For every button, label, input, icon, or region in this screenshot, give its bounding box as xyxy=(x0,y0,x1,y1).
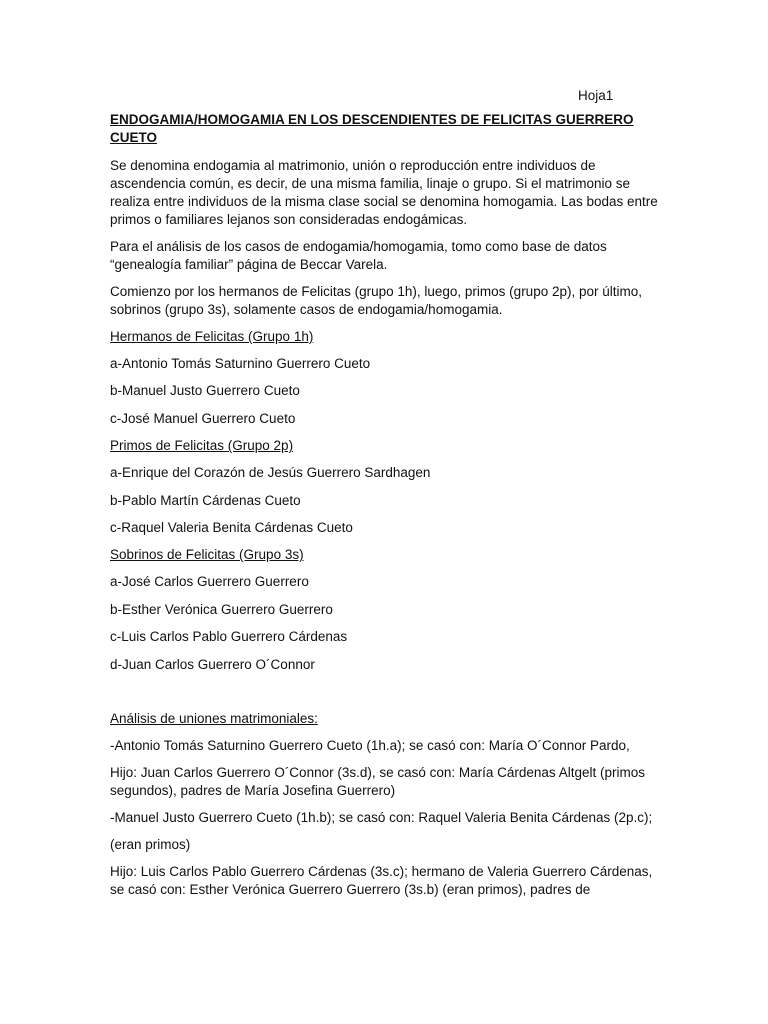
group-heading: Sobrinos de Felicitas (Grupo 3s) xyxy=(110,547,304,563)
sheet-label: Hoja1 xyxy=(578,88,614,103)
group-heading: Primos de Felicitas (Grupo 2p) xyxy=(110,438,294,454)
analysis-paragraph: (eran primos) xyxy=(110,836,191,852)
blank-line xyxy=(110,683,670,710)
document-title: ENDOGAMIA/HOMOGAMIA EN LOS DESCENDIENTES DE FELICITAS GUERRERO CUETO xyxy=(110,112,634,145)
document-body xyxy=(110,111,670,908)
analysis-paragraph: -Antonio Tomás Saturnino Guerrero Cueto (1h.a); se casó con: María O´Connor Pardo, xyxy=(110,737,630,753)
group-heading: Hermanos de Felicitas (Grupo 1h) xyxy=(110,329,314,344)
list-item: b-Manuel Justo Guerrero Cueto xyxy=(110,383,300,399)
list-item: b-Pablo Martín Cárdenas Cueto xyxy=(110,492,301,508)
intro-paragraph: Para el análisis de los casos de endogamia/homogamia, tomo como base de datos “genealogía familiar” página de Beccar Varela. xyxy=(110,239,607,272)
list-item: a-Enrique del Corazón de Jesús Guerrero Sardhagen xyxy=(110,465,431,481)
list-item: c-Luis Carlos Pablo Guerrero Cárdenas xyxy=(110,629,348,645)
analysis-paragraph: Hijo: Juan Carlos Guerrero O´Connor (3s.d), se casó con: María Cárdenas Altgelt (primos segundos), padres de María Josefina Guerrero) xyxy=(110,764,645,798)
list-item: c-José Manuel Guerrero Cueto xyxy=(110,410,296,426)
list-item: a-Antonio Tomás Saturnino Guerrero Cueto xyxy=(110,356,371,371)
list-item: d-Juan Carlos Guerrero O´Connor xyxy=(110,656,315,672)
analysis-paragraph: -Manuel Justo Guerrero Cueto (1h.b); se casó con: Raquel Valeria Benita Cárdenas (2p.c); xyxy=(110,809,653,825)
list-item: c-Raquel Valeria Benita Cárdenas Cueto xyxy=(110,519,353,535)
analysis-heading: Análisis de uniones matrimoniales: xyxy=(110,710,318,726)
analysis-paragraph: Hijo: Luis Carlos Pablo Guerrero Cárdenas (3s.c); hermano de Valeria Guerrero Cárdenas, se casó con: Esther Verónica Guerrero Guerrero (3s.b) (eran primos), padres de xyxy=(110,863,653,897)
intro-paragraph: Comienzo por los hermanos de Felicitas (grupo 1h), luego, primos (grupo 2p), por último, sobrinos (grupo 3s), solamente casos de endogamia/homogamia. xyxy=(110,284,642,317)
list-item: a-José Carlos Guerrero Guerrero xyxy=(110,574,309,590)
list-item: b-Esther Verónica Guerrero Guerrero xyxy=(110,601,333,617)
intro-paragraph: Se denomina endogamia al matrimonio, unión o reproducción entre individuos de ascendencia común, es decir, de una misma familia, linaje o grupo. Si el matrimonio se realiza entre individuos de la misma clase social se denomina homogamia. Las bodas entre primos o familiares lejanos son consideradas endogámicas. xyxy=(110,158,658,227)
